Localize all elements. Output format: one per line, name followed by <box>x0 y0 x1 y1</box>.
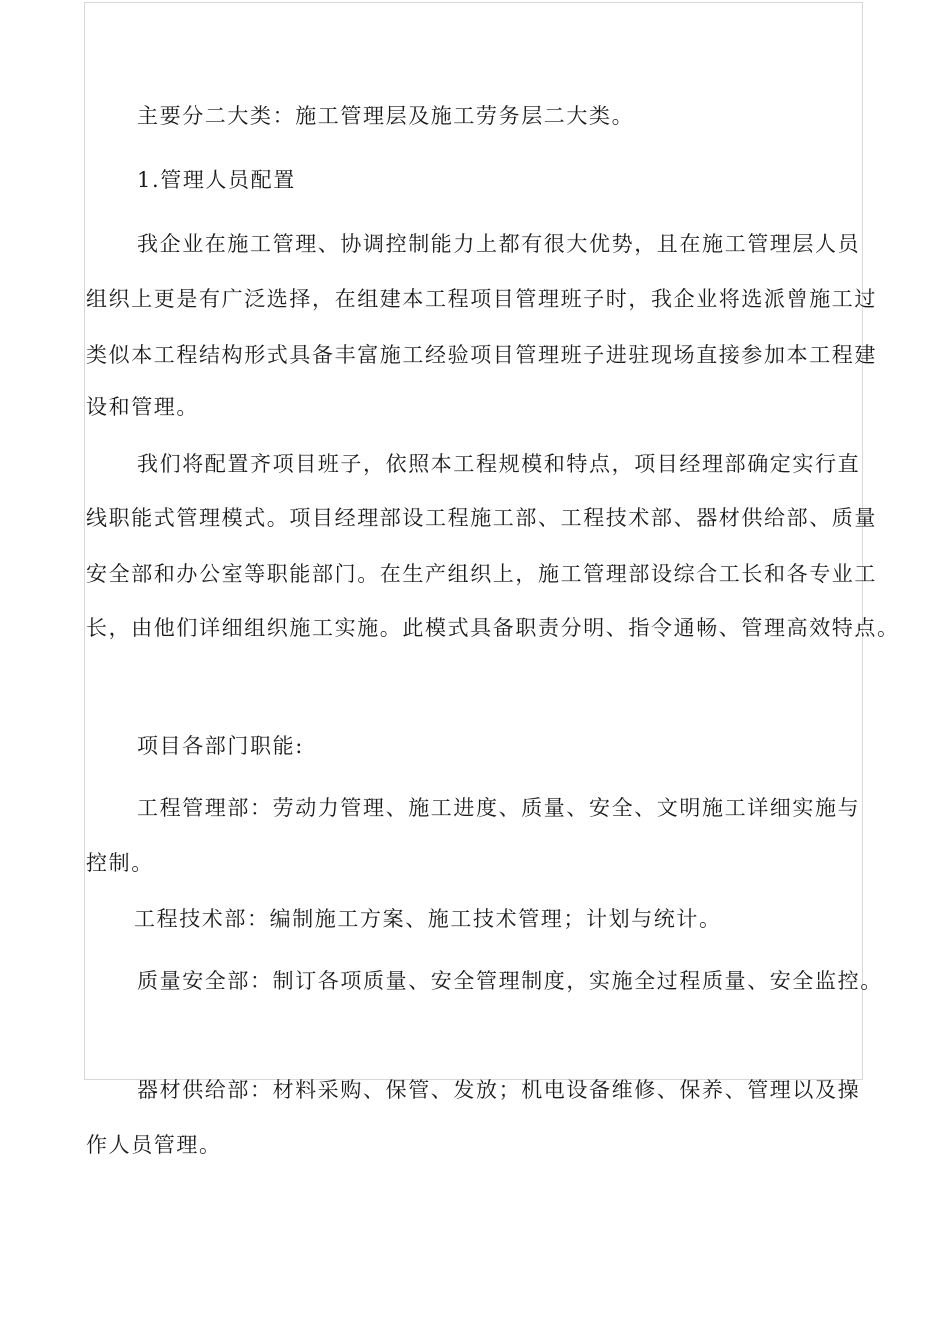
dept-engineering-line-1: 工程管理部：劳动力管理、施工进度、质量、安全、文明施工详细实施与 <box>137 796 861 820</box>
paragraph-2-line-2: 线职能式管理模式。项目经理部设工程施工部、工程技术部、器材供给部、质量 <box>86 506 877 530</box>
paragraph-1-line-2: 组织上更是有广泛选择，在组建本工程项目管理班子时，我企业将选派曾施工过 <box>86 287 877 311</box>
dept-supply-line-1: 器材供给部：材料采购、保管、发放；机电设备维修、保养、管理以及操 <box>137 1078 861 1102</box>
paragraph-1-line-4: 设和管理。 <box>86 395 199 419</box>
dept-quality-safety: 质量安全部：制订各项质量、安全管理制度，实施全过程质量、安全监控。 <box>137 969 883 993</box>
paragraph-1-line-1: 我企业在施工管理、协调控制能力上都有很大优势，且在施工管理层人员 <box>137 232 861 256</box>
paragraph-2-line-1: 我们将配置齐项目班子，依照本工程规模和特点，项目经理部确定实行直 <box>137 452 861 476</box>
section-heading: 1.管理人员配置 <box>137 168 296 192</box>
departments-heading: 项目各部门职能: <box>137 734 304 758</box>
paragraph-2-line-4: 长，由他们详细组织施工实施。此模式具备职责分明、指令通畅、管理高效特点。 <box>86 616 900 640</box>
paragraph-1-line-3: 类似本工程结构形式具备丰富施工经验项目管理班子进驻现场直接参加本工程建 <box>86 343 877 367</box>
intro-line: 主要分二大类：施工管理层及施工劳务层二大类。 <box>137 104 635 128</box>
dept-engineering-line-2: 控制。 <box>86 851 154 875</box>
paragraph-2-line-3: 安全部和办公室等职能部门。在生产组织上，施工管理部设综合工长和各专业工 <box>86 562 877 586</box>
dept-technical: 工程技术部：编制施工方案、施工技术管理；计划与统计。 <box>134 907 722 931</box>
dept-supply-line-2: 作人员管理。 <box>86 1133 222 1157</box>
